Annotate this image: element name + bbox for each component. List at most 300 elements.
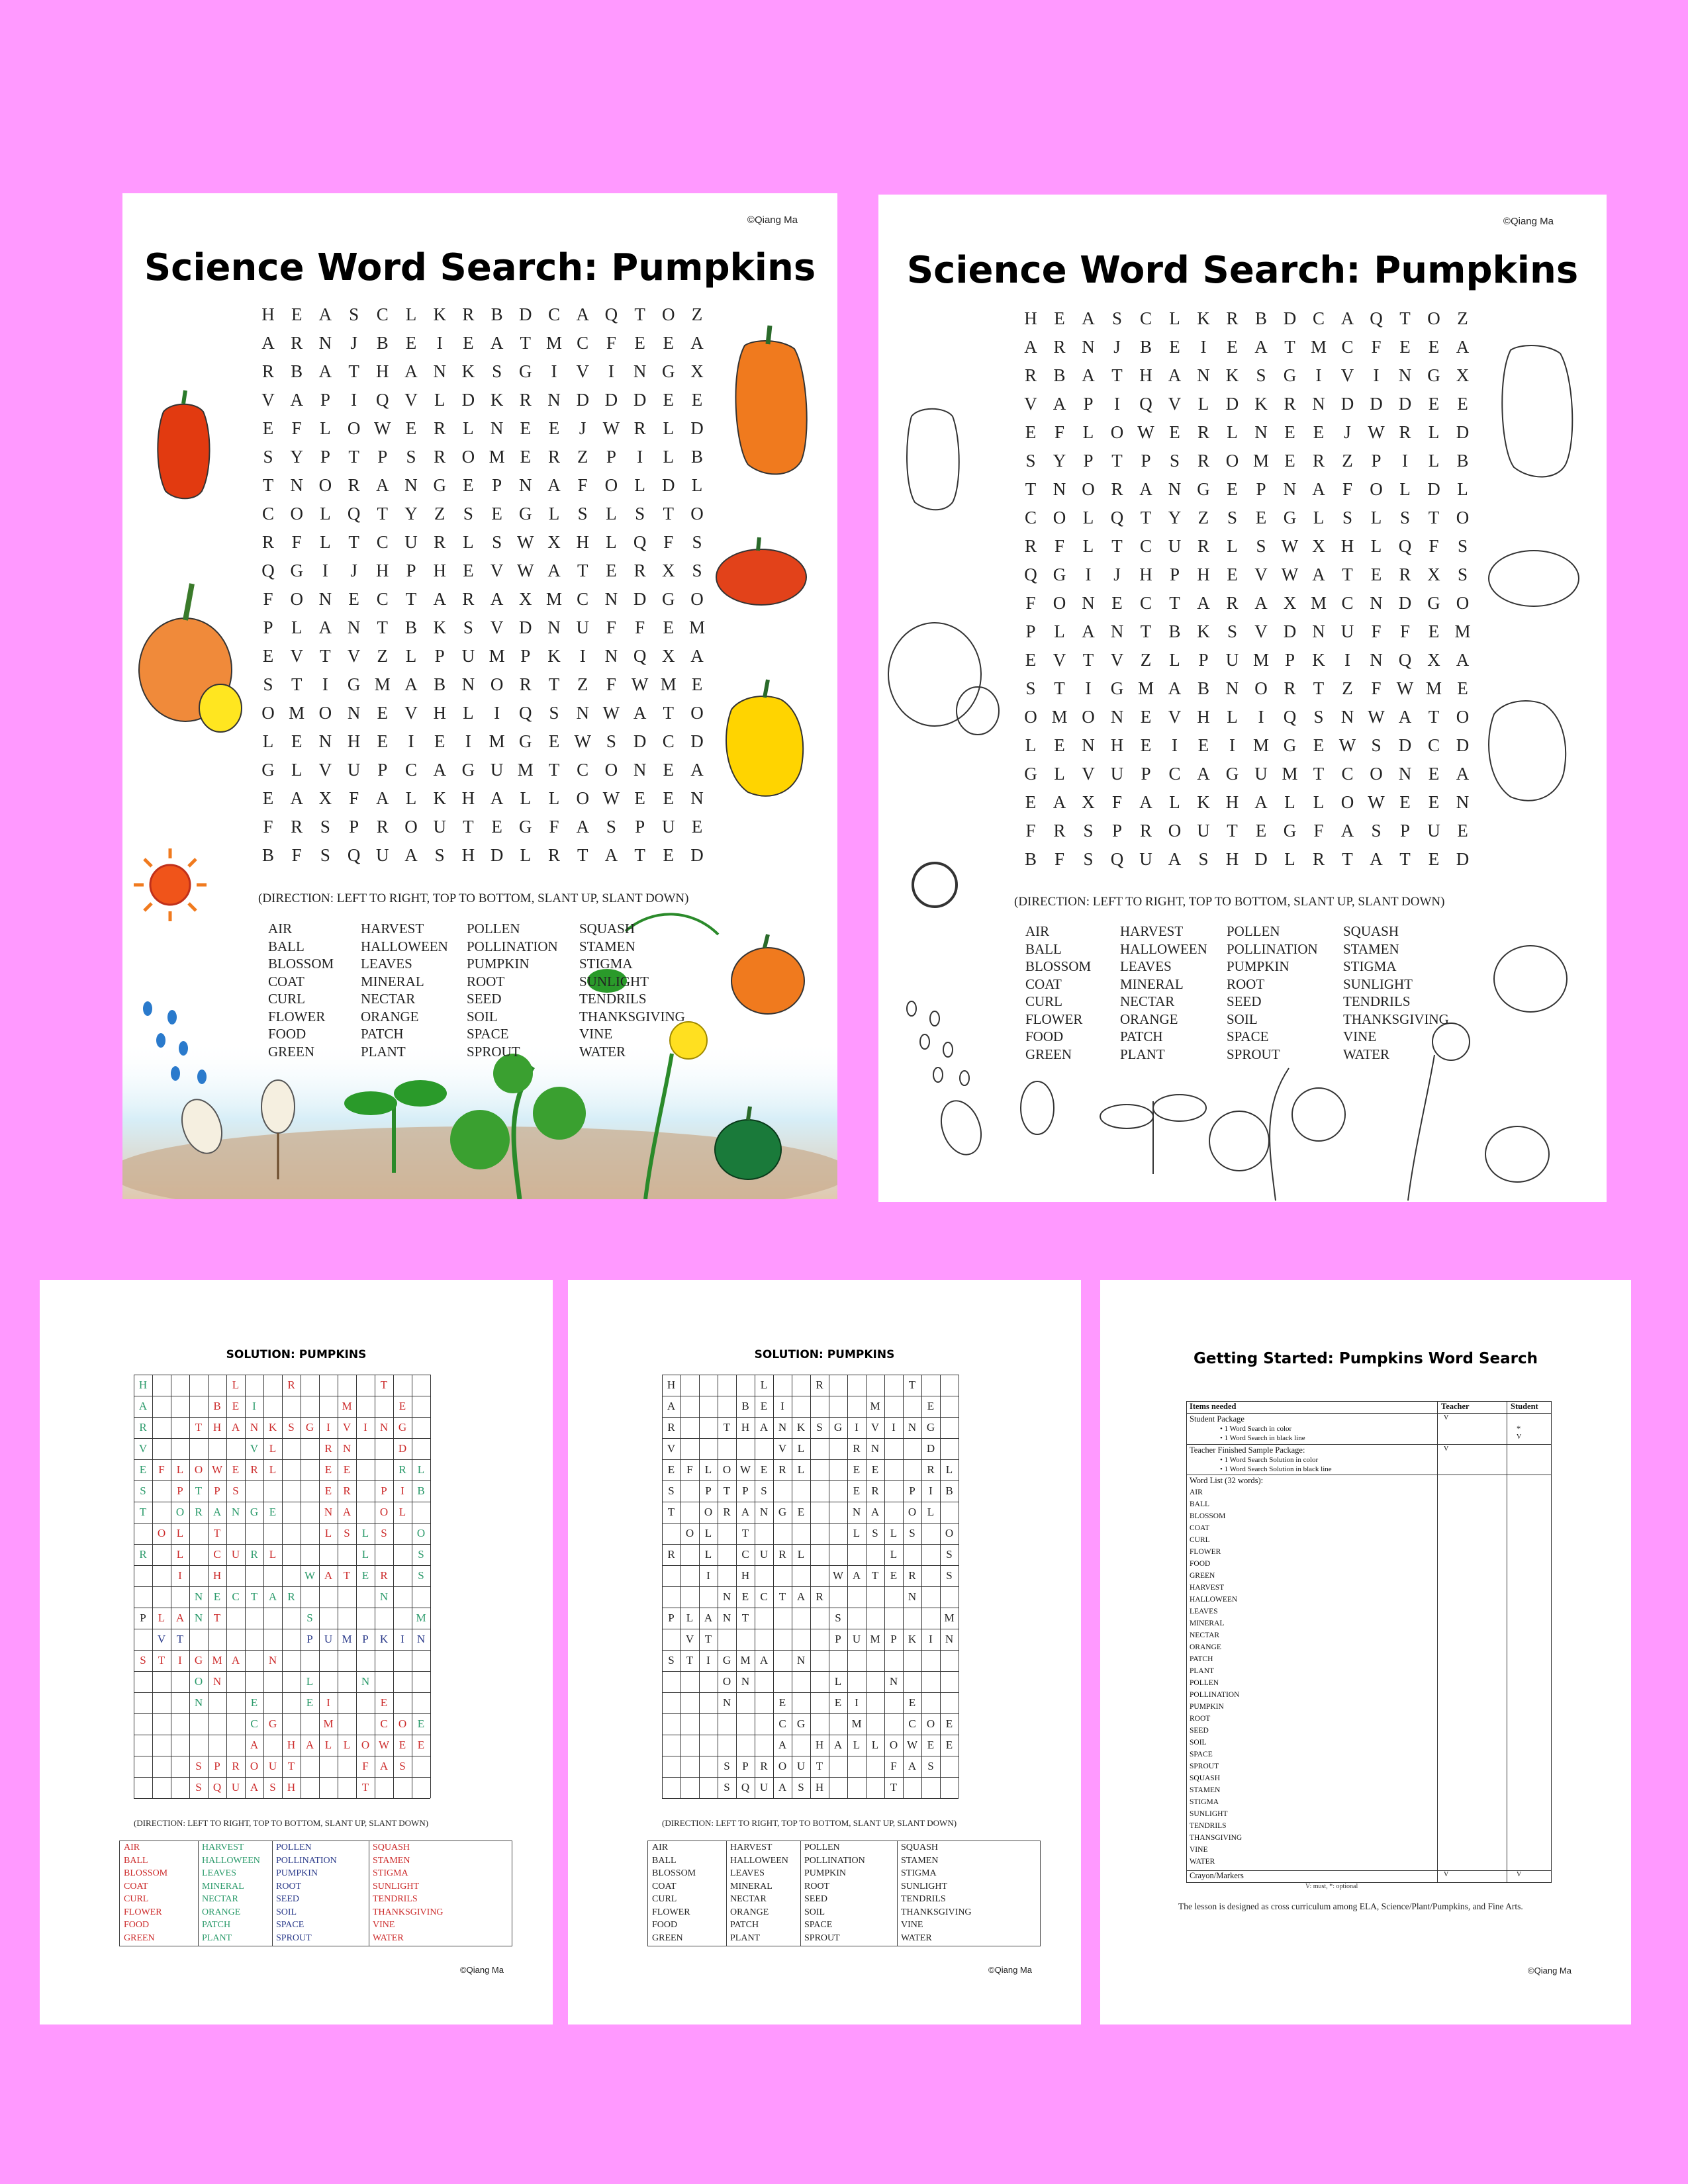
grid-letter: O	[576, 788, 589, 808]
grid-letter: R	[348, 475, 360, 495]
grid-letter: A	[1082, 621, 1095, 641]
solution-letter: I	[400, 1633, 404, 1645]
crayon-label: Crayon/Markers	[1190, 1871, 1244, 1880]
solution-letter: T	[287, 1760, 295, 1772]
solution-letter: F	[890, 1760, 897, 1772]
grid-letter: V	[490, 617, 504, 637]
grid-letter: N	[1110, 621, 1124, 641]
grid-letter: R	[261, 361, 274, 381]
solution-letter: E	[760, 1400, 768, 1412]
grid-letter: N	[633, 760, 647, 780]
grid-letter: S	[1457, 536, 1468, 556]
solution-letter: E	[399, 1400, 406, 1412]
solution-letter: G	[250, 1506, 259, 1518]
solution-letter: L	[324, 1739, 332, 1751]
solution-letter: F	[362, 1760, 369, 1772]
grid-letter: W	[1281, 565, 1299, 584]
grid-letter: S	[406, 447, 416, 467]
grid-letter: T	[348, 361, 359, 381]
lesson-note: The lesson is designed as cross curriculum among ELA, Science/Plant/Pumpkins, and Fine Arts.	[1178, 1901, 1523, 1911]
solution-letter: P	[177, 1484, 183, 1497]
grid-letter: U	[404, 532, 418, 552]
solution-letter: S	[668, 1484, 675, 1497]
grid-letter: E	[1370, 565, 1382, 584]
solution-word-item: PLANT	[202, 1933, 232, 1943]
solution-letter: S	[140, 1654, 146, 1666]
word-item: SPROUT	[1227, 1046, 1280, 1062]
grid-letter: V	[576, 361, 589, 381]
solution-letter: N	[741, 1675, 750, 1688]
grid-letter: P	[1198, 650, 1209, 670]
grid-letter: W	[602, 418, 620, 438]
grid-letter: I	[436, 333, 443, 353]
grid-letter: R	[1312, 451, 1325, 471]
solution-letter: U	[324, 1633, 333, 1645]
grid-letter: I	[1229, 735, 1235, 755]
solution-letter: E	[908, 1696, 916, 1709]
grid-letter: A	[1254, 792, 1268, 812]
solution-letter: S	[269, 1781, 276, 1794]
word-list-item: TENDRILS	[1190, 1822, 1227, 1830]
solution-letter: R	[778, 1463, 786, 1476]
grid-letter: R	[1226, 308, 1239, 328]
grid-letter: V	[1168, 707, 1182, 727]
grid-letter: O	[461, 447, 475, 467]
solution-letter: E	[871, 1463, 879, 1476]
grid-letter: S	[577, 504, 588, 523]
solution-letter: A	[908, 1760, 917, 1772]
grid-letter: F	[1313, 821, 1324, 841]
solution-word-item: BLOSSOM	[652, 1868, 696, 1878]
grid-letter: E	[663, 760, 675, 780]
grid-letter: R	[1024, 536, 1037, 556]
grid-letter: X	[662, 646, 675, 666]
grid-letter: F	[291, 532, 302, 552]
grid-letter: T	[577, 561, 588, 580]
word-item: SPACE	[467, 1026, 509, 1042]
copyright: ©Qiang Ma	[747, 214, 798, 226]
grid-letter: S	[1083, 821, 1094, 841]
grid-letter: R	[462, 589, 475, 609]
solution-letter: R	[927, 1463, 935, 1476]
grid-letter: N	[1110, 707, 1124, 727]
grid-letter: U	[376, 845, 389, 865]
word-item: ORANGE	[1120, 1011, 1178, 1027]
grid-letter: E	[548, 418, 560, 438]
grid-letter: L	[1227, 707, 1238, 727]
solution-letter: S	[816, 1421, 823, 1433]
grid-letter: P	[320, 447, 330, 467]
squash-outline-icon	[1502, 345, 1572, 477]
solution-title: SOLUTION: PUMPKINS	[226, 1348, 367, 1361]
solution-letter: A	[305, 1739, 314, 1751]
solution-grid	[134, 1375, 430, 1798]
solution-word-item: COAT	[124, 1881, 148, 1891]
solution-letter: N	[194, 1590, 203, 1603]
solution-word-item: AIR	[124, 1843, 140, 1852]
grid-letter: T	[1342, 849, 1353, 869]
grid-letter: L	[663, 418, 675, 438]
grid-letter: C	[577, 333, 589, 353]
teacher-mark-3: V	[1444, 1871, 1449, 1878]
grid-letter: H	[461, 788, 475, 808]
grid-letter: E	[291, 304, 303, 324]
solution-letter: C	[213, 1548, 221, 1561]
solution-letter: T	[816, 1760, 823, 1772]
grid-letter: A	[1024, 337, 1037, 357]
grid-letter: K	[490, 390, 504, 410]
grid-letter: E	[1169, 422, 1180, 442]
solution-word-item: PATCH	[202, 1920, 231, 1930]
solution-word-column	[369, 1841, 467, 1946]
grid-letter: T	[1140, 508, 1152, 527]
grid-letter: B	[1139, 337, 1152, 357]
solution-letter: S	[195, 1760, 202, 1772]
sun-outline-icon	[913, 863, 957, 907]
solution-letter: P	[362, 1633, 369, 1645]
solution-word-item: STIGMA	[373, 1868, 408, 1878]
solution-word-item: PATCH	[730, 1920, 759, 1930]
solution-letter: L	[324, 1527, 332, 1539]
grid-letter: U	[1197, 821, 1210, 841]
grid-letter: H	[347, 731, 361, 751]
grid-letter: E	[1025, 422, 1037, 442]
grid-letter: I	[1172, 735, 1178, 755]
solution-letter: E	[834, 1696, 842, 1709]
solution-word-item: ROOT	[804, 1881, 830, 1891]
grid-letter: C	[1168, 764, 1181, 784]
solution-letter: N	[908, 1590, 917, 1603]
grid-letter: E	[1140, 707, 1152, 727]
grid-letter: H	[433, 561, 446, 580]
grid-letter: S	[434, 845, 445, 865]
grid-letter: M	[688, 617, 705, 637]
grid-letter: N	[1456, 792, 1470, 812]
solution-letter: T	[176, 1633, 184, 1645]
solution-letter: S	[872, 1527, 878, 1539]
word-item: POLLEN	[1227, 923, 1280, 939]
grid-letter: M	[660, 674, 677, 694]
solution-letter: N	[759, 1506, 769, 1518]
grid-letter: V	[1254, 565, 1268, 584]
yellow-squash-icon	[726, 680, 803, 796]
grid-letter: L	[520, 845, 532, 865]
solution-letter: L	[176, 1527, 184, 1539]
grid-letter: N	[1312, 394, 1325, 414]
grid-letter: X	[547, 532, 561, 552]
solution-letter: M	[851, 1717, 862, 1730]
grid-letter: O	[1053, 593, 1066, 613]
grid-letter: C	[376, 532, 389, 552]
copyright: ©Qiang Ma	[1528, 1966, 1571, 1976]
grid-letter: G	[261, 760, 275, 780]
grid-letter: V	[261, 390, 275, 410]
solution-letter: P	[381, 1484, 387, 1497]
solution-letter: E	[324, 1484, 332, 1497]
grid-letter: I	[551, 361, 557, 381]
grid-letter: N	[461, 674, 475, 694]
grid-letter: M	[1282, 764, 1298, 784]
grid-letter: I	[1200, 337, 1207, 357]
grid-letter: S	[1371, 821, 1382, 841]
grid-letter: W	[602, 788, 620, 808]
grid-letter: T	[1428, 707, 1440, 727]
grid-letter: L	[691, 475, 703, 495]
grid-letter: A	[690, 333, 704, 353]
solution-word-item: SEED	[804, 1894, 827, 1904]
grid-letter: E	[1054, 308, 1065, 328]
word-list-item: NECTAR	[1190, 1631, 1220, 1639]
word-list-item: CURL	[1190, 1536, 1210, 1544]
grid-letter: P	[1371, 451, 1382, 471]
teacher-item-1: • 1 Word Search Solution in color	[1220, 1456, 1319, 1464]
grid-letter: L	[405, 646, 417, 666]
solution-word-item: SQUASH	[901, 1843, 939, 1852]
solution-letter: G	[268, 1717, 277, 1730]
solution-letter: E	[343, 1463, 351, 1476]
solution-letter: O	[685, 1527, 694, 1539]
grid-letter: E	[634, 788, 645, 808]
solution-letter: L	[361, 1527, 369, 1539]
solution-letter: H	[287, 1739, 296, 1751]
solution-word-item: FOOD	[124, 1920, 150, 1930]
solution-letter: P	[890, 1633, 897, 1645]
grid-letter: N	[347, 617, 361, 637]
solution-letter: N	[268, 1654, 277, 1666]
grid-letter: T	[663, 504, 675, 523]
grid-letter: E	[663, 333, 675, 353]
solution-letter: W	[906, 1739, 918, 1751]
grid-letter: F	[1025, 821, 1036, 841]
word-item: BLOSSOM	[1025, 958, 1092, 974]
copyright: ©Qiang Ma	[460, 1965, 504, 1975]
solution-letter: T	[139, 1506, 147, 1518]
student-mark-optional: *	[1517, 1424, 1521, 1433]
solution-letter: R	[816, 1590, 823, 1603]
grid-letter: Y	[404, 504, 418, 523]
word-item: THANKSGIVING	[579, 1008, 685, 1024]
grid-letter: D	[633, 731, 647, 751]
grid-letter: E	[463, 333, 474, 353]
grid-letter: P	[1169, 565, 1180, 584]
solution-letter: O	[889, 1739, 898, 1751]
grid-letter: O	[1110, 422, 1124, 442]
grid-letter: L	[520, 788, 532, 808]
grid-letter: D	[690, 731, 704, 751]
grid-letter: L	[1284, 849, 1295, 869]
teacher-mark: V	[1444, 1414, 1449, 1422]
grid-letter: D	[633, 589, 647, 609]
solution-letter: V	[778, 1442, 787, 1455]
grid-letter: C	[1341, 764, 1354, 784]
grid-letter: R	[1024, 365, 1037, 385]
letter-grid	[1021, 308, 1471, 869]
solution-letter: H	[212, 1421, 222, 1433]
solution-letter: O	[250, 1760, 259, 1772]
solution-letter: I	[855, 1696, 859, 1709]
word-list-item: SQUASH	[1190, 1774, 1221, 1782]
grid-letter: A	[404, 361, 418, 381]
grid-letter: Z	[1342, 451, 1353, 471]
solution-letter: S	[306, 1612, 313, 1624]
solution-letter: O	[704, 1506, 713, 1518]
grid-letter: I	[1344, 650, 1350, 670]
grid-letter: C	[1139, 593, 1152, 613]
grid-letter: O	[1370, 479, 1383, 499]
grid-letter: D	[490, 845, 504, 865]
grid-letter: S	[692, 532, 702, 552]
word-list-item: PLANT	[1190, 1667, 1215, 1675]
grid-letter: L	[1169, 792, 1180, 812]
solution-letter: G	[305, 1421, 314, 1433]
grid-letter: U	[1168, 536, 1182, 556]
solution-word-column	[272, 1841, 369, 1946]
grid-letter: S	[1399, 508, 1411, 527]
solution-letter: A	[175, 1612, 185, 1624]
grid-letter: W	[1396, 678, 1414, 698]
grid-letter: M	[1252, 451, 1269, 471]
grid-letter: A	[433, 589, 446, 609]
solution-letter: N	[361, 1675, 370, 1688]
solution-letter: G	[796, 1717, 806, 1730]
grid-letter: E	[1428, 621, 1440, 641]
grid-letter: O	[318, 703, 332, 723]
grid-letter: D	[1456, 735, 1470, 755]
grid-letter: O	[604, 475, 618, 495]
grid-letter: T	[1399, 308, 1411, 328]
grid-letter: L	[405, 304, 417, 324]
grid-letter: D	[604, 390, 618, 410]
grid-letter: H	[1110, 735, 1124, 755]
solution-word-column	[648, 1841, 727, 1946]
solution-letter: L	[686, 1612, 694, 1624]
word-item: FOOD	[1025, 1028, 1064, 1044]
grid-letter: L	[663, 447, 675, 467]
solution-letter: B	[945, 1484, 953, 1497]
grid-letter: B	[404, 617, 417, 637]
grid-letter: F	[1429, 536, 1439, 556]
solution-letter: I	[400, 1484, 404, 1497]
solution-letter: S	[724, 1781, 730, 1794]
solution-letter: E	[232, 1463, 240, 1476]
grid-letter: Z	[577, 447, 588, 467]
word-item: BALL	[1025, 940, 1062, 957]
grid-letter: N	[1370, 593, 1383, 613]
grid-letter: P	[1284, 650, 1295, 670]
grid-letter: R	[1399, 565, 1411, 584]
solution-letter: R	[853, 1442, 861, 1455]
grid-letter: L	[1054, 621, 1065, 641]
word-item: FLOWER	[268, 1008, 326, 1024]
solution-word-item: ORANGE	[202, 1907, 241, 1917]
grid-letter: H	[1139, 365, 1152, 385]
grid-letter: L	[1284, 792, 1295, 812]
solution-letter: P	[742, 1760, 749, 1772]
grid-letter: T	[348, 447, 359, 467]
word-item: MINERAL	[1120, 976, 1184, 992]
solution-letter: L	[232, 1379, 240, 1391]
grid-letter: E	[377, 731, 389, 751]
solution-letter: S	[835, 1612, 841, 1624]
solution-letter: I	[326, 1696, 330, 1709]
grid-letter: G	[1024, 764, 1037, 784]
solution-letter: K	[796, 1421, 806, 1433]
grid-letter: O	[1082, 479, 1095, 499]
grid-letter: B	[690, 447, 703, 467]
grid-letter: L	[548, 504, 560, 523]
grid-letter: X	[519, 589, 532, 609]
grid-letter: V	[1254, 621, 1268, 641]
grid-letter: A	[1197, 593, 1210, 613]
solution-letter: P	[668, 1612, 675, 1624]
solution-letter: E	[417, 1717, 425, 1730]
solution-letter: A	[870, 1506, 880, 1518]
solution-letter: A	[379, 1760, 389, 1772]
grid-letter: E	[691, 674, 703, 694]
grid-letter: L	[1169, 308, 1180, 328]
word-item: STAMEN	[1343, 940, 1399, 957]
grid-letter: E	[548, 731, 560, 751]
grid-letter: A	[1254, 337, 1268, 357]
grid-letter: A	[1168, 678, 1182, 698]
grid-letter: C	[1139, 308, 1152, 328]
solution-letter: M	[342, 1633, 352, 1645]
grid-letter: O	[318, 475, 332, 495]
grid-letter: N	[1398, 365, 1412, 385]
grid-letter: C	[1139, 536, 1152, 556]
solution-letter: N	[250, 1421, 259, 1433]
solution-letter: P	[705, 1484, 712, 1497]
grid-letter: T	[1342, 565, 1353, 584]
solution-letter: L	[853, 1527, 861, 1539]
word-item: LEAVES	[361, 956, 412, 972]
grid-letter: E	[434, 731, 445, 751]
grid-letter: S	[1083, 849, 1094, 869]
solution-letter: S	[288, 1421, 295, 1433]
solution-letter: L	[927, 1506, 935, 1518]
grid-letter: G	[519, 504, 532, 523]
grid-letter: S	[1227, 621, 1238, 641]
solution-letter: R	[343, 1484, 351, 1497]
grid-letter: R	[1284, 678, 1296, 698]
grid-letter: G	[519, 817, 532, 837]
grid-letter: G	[519, 361, 532, 381]
grid-letter: E	[405, 418, 417, 438]
grid-letter: L	[262, 731, 274, 751]
header-items: Items needed	[1187, 1402, 1438, 1414]
grid-letter: R	[261, 532, 274, 552]
grid-letter: F	[1371, 678, 1382, 698]
grid-letter: Y	[1053, 451, 1066, 471]
solution-letter: O	[945, 1527, 954, 1539]
grid-letter: Q	[1110, 849, 1124, 869]
grid-letter: J	[579, 418, 586, 438]
solution-word-item: STAMEN	[901, 1855, 939, 1866]
student-package-label: Student Package	[1190, 1414, 1244, 1424]
grid-letter: V	[318, 760, 332, 780]
solution-word-item: LEAVES	[202, 1868, 236, 1878]
solution-letter: V	[138, 1442, 148, 1455]
word-list-item: SPACE	[1190, 1751, 1213, 1758]
grid-letter: V	[1024, 394, 1037, 414]
solution-letter: T	[250, 1590, 258, 1603]
grid-letter: C	[1312, 308, 1325, 328]
solution-letter: T	[890, 1781, 898, 1794]
solution-letter: A	[138, 1400, 148, 1412]
grid-letter: D	[1340, 394, 1354, 414]
solution-letter: P	[214, 1760, 220, 1772]
solution-letter: A	[778, 1739, 787, 1751]
